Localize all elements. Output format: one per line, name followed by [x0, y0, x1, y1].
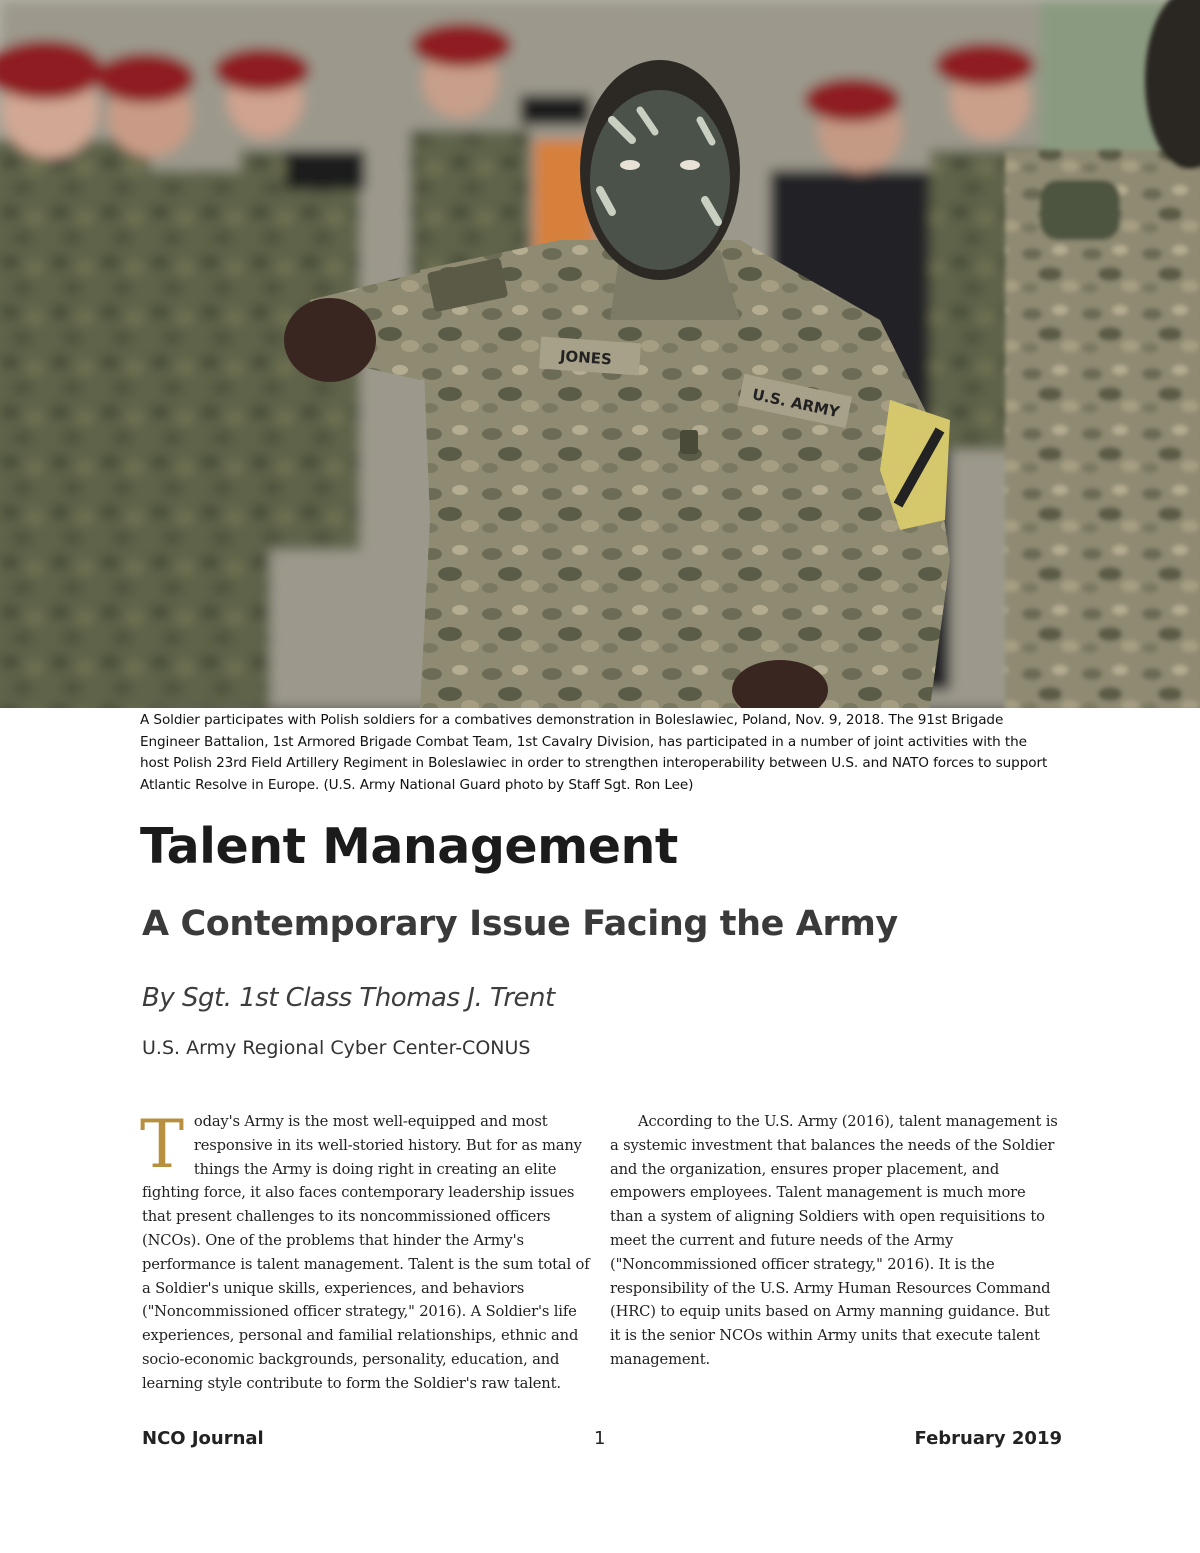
article-title: Talent Management: [140, 818, 678, 875]
page-number: 1: [594, 1428, 606, 1449]
left-paragraph-text: oday's Army is the most well-equipped and most responsive in its well-storied history. But for as many things the Army is doing right in creating an elite fighting force, it also faces contemporary leadership issues that present challenges to its noncommissioned officers (NCOs). One of the problems that hinder the Army's performance is talent management. Talent is the sum total of a Soldier's unique skills, experiences, and behaviors ("Noncommissioned officer strategy," 2016). A Soldier's life experiences, personal and familial relationships, ethnic and socio-economic backgrounds, personality, education, and learning style contribute to form the Soldier's raw talent.: [142, 1113, 590, 1392]
publication-name: NCO Journal: [142, 1428, 264, 1449]
author-affiliation: U.S. Army Regional Cyber Center-CONUS: [142, 1037, 531, 1059]
page-footer: [142, 1428, 1062, 1456]
body-column-left: [140, 1106, 592, 1396]
article-byline: By Sgt. 1st Class Thomas J. Trent: [142, 983, 555, 1013]
body-column-right: [610, 1110, 1060, 1372]
hero-photo: [0, 0, 1200, 708]
photo-caption: A Soldier participates with Polish soldiers for a combatives demonstration in Boleslawiec, Poland, Nov. 9, 2018. The 91st Brigade Engineer Battalion, 1st Armored Brigade Combat Team, 1st Cavalry Division, has participated in a number of joint activities with the host Polish 23rd Field Artillery Regiment in Boleslawiec in order to strengthen interoperability between U.S. and NATO forces to support Atlantic Resolve in Europe. (U.S. Army National Guard photo by Staff Sgt. Ron Lee): [140, 712, 1048, 793]
issue-date: February 2019: [914, 1428, 1062, 1449]
article-subtitle: A Contemporary Issue Facing the Army: [142, 904, 898, 944]
body-paragraph: [140, 1106, 592, 1396]
branch-tape-text: U.S. ARMY: [750, 385, 842, 422]
photo-combatives-demonstration: [0, 0, 1200, 708]
drop-cap: T: [140, 1106, 184, 1183]
body-paragraph: According to the U.S. Army (2016), talent management is a systemic investment that balances the needs of the Soldier and the organization, ensures proper placement, and empowers employees. Talent management is much more than a system of aligning Soldiers with open requisitions to meet the current and future needs of the Army ("Noncommissioned officer strategy," 2016). It is the responsibility of the U.S. Army Human Resources Command (HRC) to equip units based on Army manning guidance. But it is the senior NCOs within Army units that execute talent management.: [610, 1113, 1058, 1368]
name-tape-text: JONES: [559, 346, 613, 369]
